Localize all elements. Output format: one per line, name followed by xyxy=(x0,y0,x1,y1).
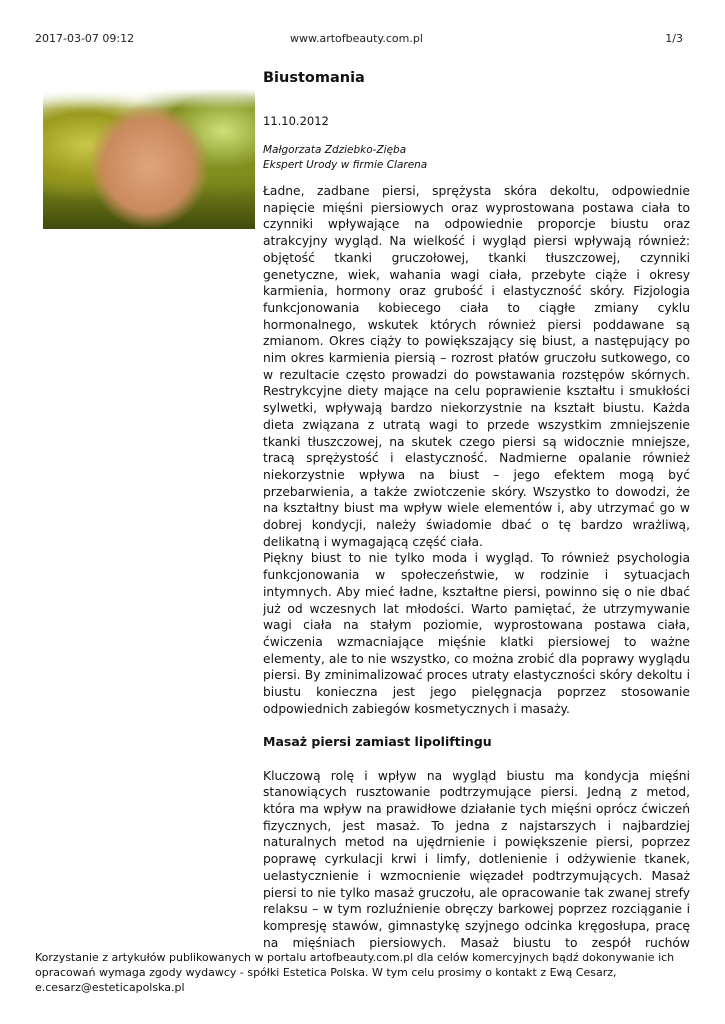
author-role: Ekspert Urody w firmie Clarena xyxy=(263,159,428,171)
article-title: Biustomania xyxy=(263,70,365,86)
section-heading: Masaż piersi zamiast lipoliftingu xyxy=(263,734,492,750)
page-number: 1/3 xyxy=(665,32,683,45)
author-name: Małgorzata Zdziebko-Zięba xyxy=(263,144,407,156)
paragraph-3: Kluczową rolę i wpływ na wygląd biustu ma kondycja mięśni stanowiących rusztowanie podtrzymujące piersi. Jedną z metod, która ma wpływ na prawidłowe działanie tych mięśni oprócz ćwiczeń fizycznych, jest masaż. To jedna z najstarszych i najbardziej naturalnych metod na ujędrnienie i powiększenie piersi, poprzez poprawę cyrkulacji krwi i limfy, dotlenienie i odżywienie tkanek, uelastycznienie i wzmocnienie więzadeł podtrzymujących. Masaż piersi to nie tylko masaż gruczołu, ale opracowanie tak zwanej strefy relaksu – w tym rozluźnienie obręczy barkowej poprzez rozciąganie i kompresję stawów, gimnastykę szyjnego odcinka kręgosłupa, pracę na mięśniach piersiowych. Masaż biustu to zespół ruchów xyxy=(263,768,690,950)
site-url[interactable]: www.artofbeauty.com.pl xyxy=(290,32,423,45)
paragraph-1: Ładne, zadbane piersi, sprężysta skóra dekoltu, odpowiednie napięcie mięśni piersiowych oraz wyprostowana postawa ciała to czynniki wpływające na odpowiednie proporcje biustu oraz atrakcyjny wygląd. Na wielkość i wygląd piersi wpływają również: objętość tkanki gruczołowej, tkanki tłuszczowej, czynniki genetyczne, wiek, wahania wagi ciała, przebyte ciąże i okresy karmienia, hormony oraz grubość i elastyczność skóry. Fizjologia funkcjonowania kobiecego ciała to ciągłe zmiany cyklu hormonalnego, wskutek których również piersi poddawane są zmianom. Okres ciąży to powiększający się biust, a następujący po nim okres karmienia piersią – rozrost płatów gruczołu sutkowego, co w rezultacie często prowadzi do powstawania rozstępów skórnych. Restrykcyjne diety mające na celu poprawienie kształtu i smukłości sylwetki, wpływają bardzo niekorzystnie na kształt biustu. Każda dieta związana z utratą wagi to przede wszystkim zmniejszenie tkanki tłuszczowej, na skutek czego piersi są widocznie mniejsze, tracą sprężystość i elastyczność. Nadmierne opalanie również niekorzystnie wpływa na biust – jego efektem mogą być przebarwienia, a także zwiotczenie skóry. Wszystko to dowodzi, że na kształtny biust ma wpływ wiele elementów i, aby utrzymać go w dobrej kondycji, należy świadomie dbać o tę bardzo wrażliwą, delikatną i wymagającą część ciała. xyxy=(263,184,690,549)
author-block xyxy=(263,143,690,173)
paragraph-2: Piękny biust to nie tylko moda i wygląd. To również psychologia funkcjonowania w społeczeństwie, w rodzinie i sytuacjach intymnych. Aby mieć ładne, kształtne piersi, powinno się o nie dbać już od wczesnych lat młodości. Warto pamiętać, że utrzymywanie wagi ciała na stałym poziomie, wyprostowana postawa ciała, ćwiczenia wzmacniające mięśnie klatki piersiowej to ważne elementy, ale to nie wszystko, co można zrobić dla poprawy wyglądu piersi. By zminimalizować proces utraty elastyczności skóry dekoltu i biustu konieczna jest jego pielęgnacja poprzez stosowanie odpowiednich zabiegów kosmetycznych i masaży. xyxy=(263,551,690,716)
article-date: 11.10.2012 xyxy=(263,114,329,128)
print-datetime: 2017-03-07 09:12 xyxy=(35,32,135,45)
article-photo xyxy=(43,89,255,229)
copyright-footer: Korzystanie z artykułów publikowanych w portalu artofbeauty.com.pl dla celów komercyjnych bądź dokonywanie ich opracowań wymaga zgody wydawcy - spółki Estetica Polska. W tym celu prosimy o kontakt z Ewą Cesarz, e.cesarz@esteticapolska.pl xyxy=(35,951,675,994)
article-body xyxy=(263,183,690,953)
